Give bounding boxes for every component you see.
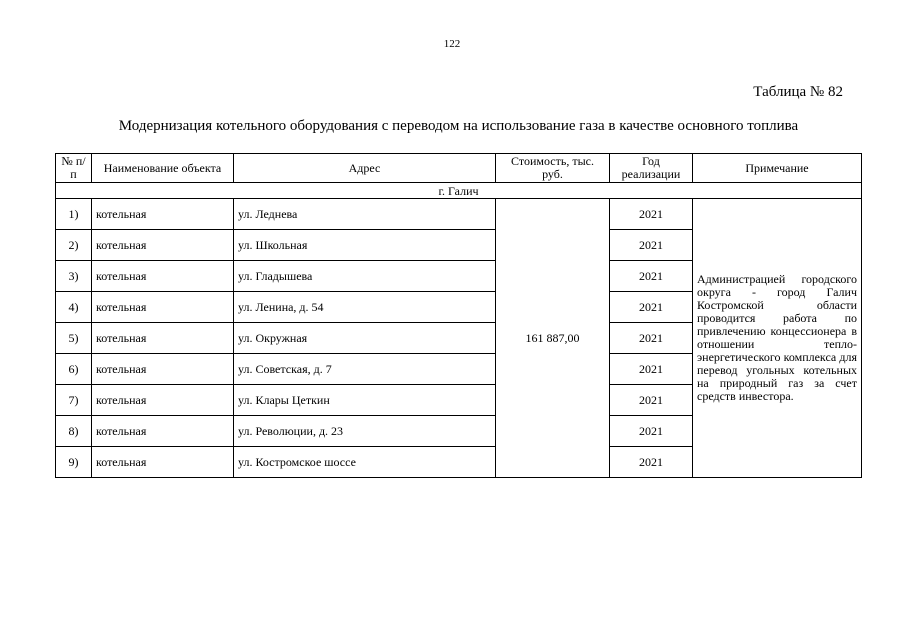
table-header-row xyxy=(56,154,862,183)
row-number: 2) xyxy=(56,230,92,261)
boiler-modernization-table xyxy=(55,153,862,478)
row-number: 1) xyxy=(56,199,92,230)
object-address: ул. Леднева xyxy=(234,199,496,230)
realization-year: 2021 xyxy=(610,447,693,478)
realization-year: 2021 xyxy=(610,354,693,385)
realization-year: 2021 xyxy=(610,323,693,354)
object-address: ул. Школьная xyxy=(234,230,496,261)
object-name: котельная xyxy=(92,385,234,416)
object-address: ул. Окружная xyxy=(234,323,496,354)
object-name: котельная xyxy=(92,323,234,354)
realization-year: 2021 xyxy=(610,261,693,292)
realization-year: 2021 xyxy=(610,385,693,416)
header-note: Примечание xyxy=(693,154,862,183)
row-number: 7) xyxy=(56,385,92,416)
row-number: 8) xyxy=(56,416,92,447)
table-title: Модернизация котельного оборудования с переводом на использование газа в качестве основного топлива xyxy=(118,118,799,134)
city-cell: г. Галич xyxy=(56,183,862,199)
table-row xyxy=(56,199,862,230)
header-address: Адрес xyxy=(234,154,496,183)
row-number: 3) xyxy=(56,261,92,292)
object-address: ул. Ленина, д. 54 xyxy=(234,292,496,323)
row-number: 5) xyxy=(56,323,92,354)
object-address: ул. Советская, д. 7 xyxy=(234,354,496,385)
row-number: 6) xyxy=(56,354,92,385)
row-number: 9) xyxy=(56,447,92,478)
object-name: котельная xyxy=(92,447,234,478)
realization-year: 2021 xyxy=(610,230,693,261)
object-address: ул. Костромское шоссе xyxy=(234,447,496,478)
object-address: ул. Клары Цеткин xyxy=(234,385,496,416)
realization-year: 2021 xyxy=(610,292,693,323)
city-row xyxy=(56,183,862,199)
header-year: Год реализации xyxy=(610,154,693,183)
row-number: 4) xyxy=(56,292,92,323)
object-name: котельная xyxy=(92,416,234,447)
object-name: котельная xyxy=(92,261,234,292)
realization-year: 2021 xyxy=(610,199,693,230)
page-number: 122 xyxy=(443,38,461,50)
note-text: Администрацией городского округа - город Галич Костромской области проводится работа по привлечению концессионера в отношении тепло-энергетического комплекса для перевод угольных котельных на природный газ за счет средств инвестора. xyxy=(693,199,862,478)
object-name: котельная xyxy=(92,230,234,261)
cost-value: 161 887,00 xyxy=(496,199,610,478)
object-address: ул. Гладышева xyxy=(234,261,496,292)
header-num: № п/п xyxy=(56,154,92,183)
header-name: Наименование объекта xyxy=(92,154,234,183)
realization-year: 2021 xyxy=(610,416,693,447)
table-label: Таблица № 82 xyxy=(753,84,843,100)
object-name: котельная xyxy=(92,199,234,230)
object-address: ул. Революции, д. 23 xyxy=(234,416,496,447)
object-name: котельная xyxy=(92,292,234,323)
object-name: котельная xyxy=(92,354,234,385)
header-cost: Стоимость, тыс. руб. xyxy=(496,154,610,183)
